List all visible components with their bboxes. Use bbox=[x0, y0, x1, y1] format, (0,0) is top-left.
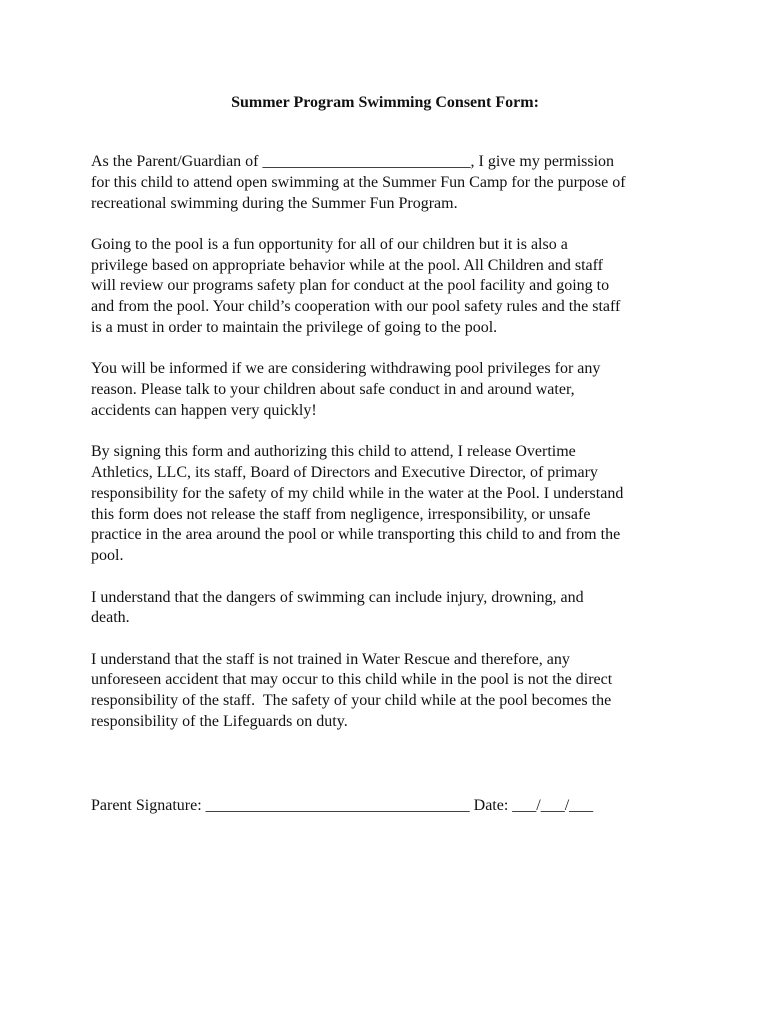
text-line: for this child to attend open swimming at the Summer Fun Camp for the purpose of bbox=[91, 173, 626, 191]
text-line: reason. Please talk to your children about safe conduct in and around water, bbox=[91, 381, 575, 399]
text-line: and from the pool. Your child’s cooperation with our pool safety rules and the staff bbox=[91, 298, 621, 316]
paragraph-release bbox=[91, 442, 691, 567]
text-line: responsibility of the staff. The safety of your child while at the pool becomes the bbox=[91, 692, 612, 710]
paragraph-pool-privilege bbox=[91, 235, 691, 339]
text-line: this form does not release the staff from negligence, irresponsibility, or unsafe bbox=[91, 505, 591, 523]
text-line: By signing this form and authorizing this child to attend, I release Overtime bbox=[91, 443, 576, 461]
text-line: practice in the area around the pool or while transporting this child to and from the bbox=[91, 526, 621, 544]
paragraph-lifeguard-responsibility bbox=[91, 650, 691, 733]
text-line: I understand that the staff is not trained in Water Rescue and therefore, any bbox=[91, 650, 570, 668]
text-line: You will be informed if we are considering withdrawing pool privileges for any bbox=[91, 360, 601, 378]
text-line: pool. bbox=[91, 547, 124, 565]
text-line: recreational swimming during the Summer Fun Program. bbox=[91, 194, 458, 212]
text-line: responsibility of the Lifeguards on duty. bbox=[91, 713, 348, 731]
paragraph-permission bbox=[91, 152, 691, 214]
text-line: I understand that the dangers of swimming can include injury, drowning, and bbox=[91, 588, 584, 606]
text-line: accidents can happen very quickly! bbox=[91, 401, 317, 419]
text-line: responsibility for the safety of my child while in the water at the Pool. I understand bbox=[91, 484, 624, 502]
paragraph-dangers bbox=[91, 588, 691, 630]
form-title: Summer Program Swimming Consent Form: bbox=[231, 94, 539, 111]
text-line: Athletics, LLC, its staff, Board of Directors and Executive Director, of primary bbox=[91, 464, 598, 482]
text-line: will review our programs safety plan for conduct at the pool facility and going to bbox=[91, 277, 610, 295]
text-line: is a must in order to maintain the privilege of going to the pool. bbox=[91, 319, 498, 337]
text-line: death. bbox=[91, 609, 130, 627]
text-line: Going to the pool is a fun opportunity for all of our children but it is also a bbox=[91, 235, 568, 253]
form-body bbox=[91, 152, 691, 753]
paragraph-withdrawal-notice bbox=[91, 359, 691, 421]
text-line: privilege based on appropriate behavior while at the pool. All Children and staff bbox=[91, 256, 604, 274]
text-line: As the Parent/Guardian of __________________________, I give my permission bbox=[91, 153, 615, 170]
signature-date-line: Parent Signature: _________________________________ Date: ___/___/___ bbox=[91, 797, 594, 814]
text-line: unforeseen accident that may occur to this child while in the pool is not the direct bbox=[91, 671, 613, 689]
